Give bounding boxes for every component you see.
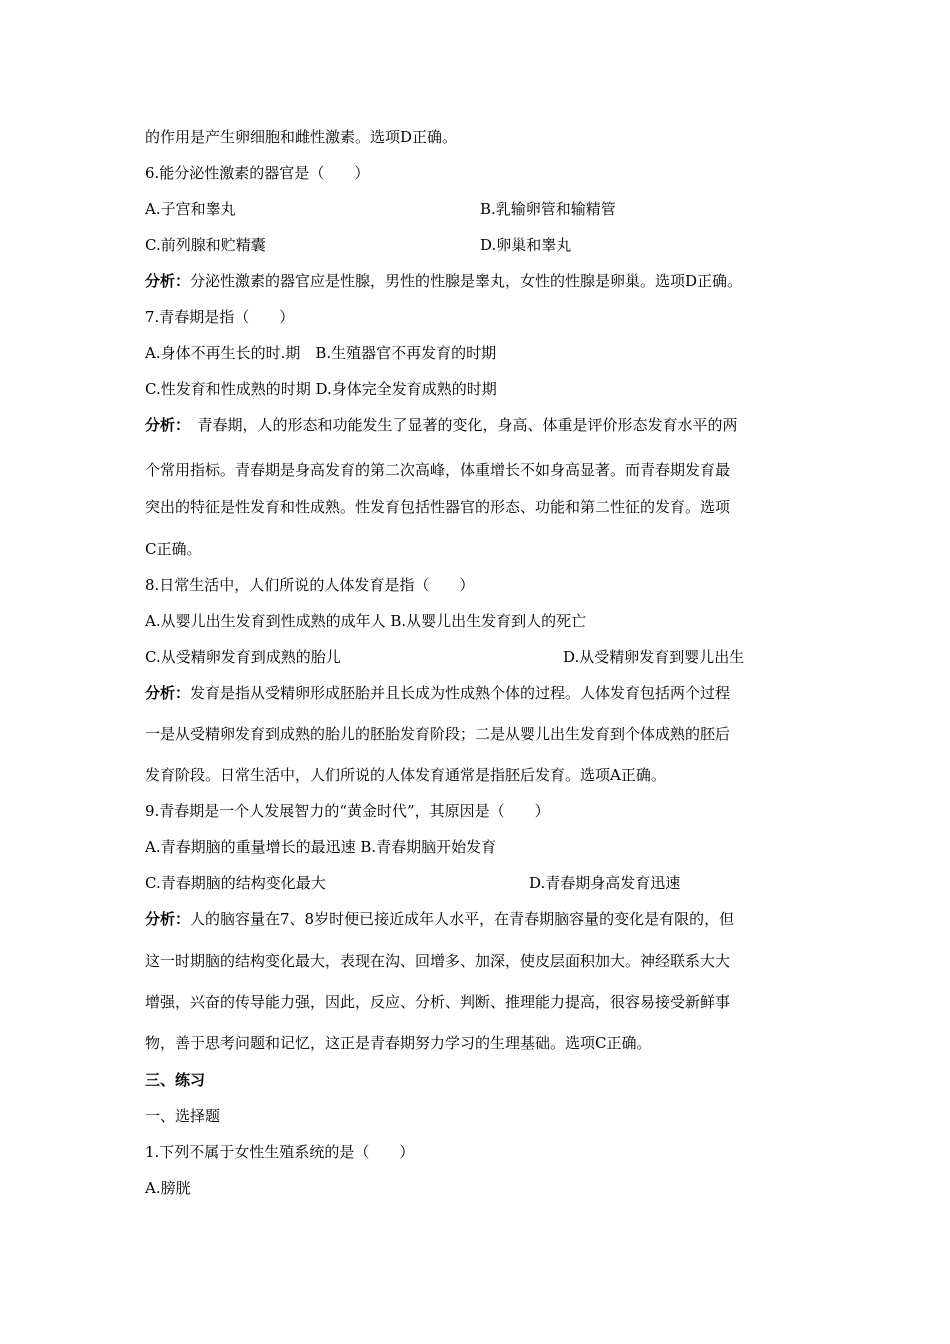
analysis-text: 发育是指从受精卵形成胚胎并且长成为性成熟个体的过程。人体发育包括两个过程 xyxy=(190,684,731,702)
analysis-text: 分泌性激素的器官应是性腺，男性的性腺是睾丸，女性的性腺是卵巢。选项D正确。 xyxy=(190,272,743,290)
question-8-options-ab: A.从婴儿出生发育到性成熟的成年人 B.从婴儿出生发育到人的死亡 xyxy=(145,612,587,630)
option-d: D.青春期身高发育迅速 xyxy=(529,874,681,892)
analysis-label: 分析： xyxy=(145,416,183,434)
option-d: D.卵巢和睾丸 xyxy=(480,236,572,254)
analysis-6 xyxy=(145,271,742,291)
analysis-text: 人的脑容量在7、8岁时便已接近成年人水平，在青春期脑容量的变化是有限的，但 xyxy=(190,910,735,928)
question-9-options-cd xyxy=(145,873,681,893)
question-6: 6.能分泌性激素的器官是（ ） xyxy=(145,164,370,182)
analysis-label: 分析： xyxy=(145,272,191,290)
analysis-label: 分析： xyxy=(145,910,191,928)
analysis-text: 青春期，人的形态和功能发生了显著的变化，身高、体重是评价形态发育水平的两 xyxy=(182,416,738,434)
option-a: A.膀胱 xyxy=(145,1179,191,1197)
text-line: 增强，兴奋的传导能力强，因此，反应、分析、判断、推理能力提高，很容易接受新鲜事 xyxy=(145,993,731,1011)
practice-question-1: 1.下列不属于女性生殖系统的是（ ） xyxy=(145,1143,415,1161)
text-line: C正确。 xyxy=(145,540,202,558)
question-9-options-ab: A.青春期脑的重量增长的最迅速 B.青春期脑开始发育 xyxy=(145,838,497,856)
question-6-options-ab xyxy=(145,199,616,219)
question-6-options-cd xyxy=(145,235,572,255)
question-7-options-ab: A.身体不再生长的时.期 B.生殖器官不再发育的时期 xyxy=(145,344,497,362)
option-a: A.子宫和睾丸 xyxy=(145,200,236,218)
section-heading: 三、练习 xyxy=(145,1071,206,1089)
subsection-heading: 一、选择题 xyxy=(145,1107,221,1125)
option-c: C.前列腺和贮精囊 xyxy=(145,236,266,254)
option-c: C.青春期脑的结构变化最大 xyxy=(145,874,326,892)
analysis-9 xyxy=(145,909,734,929)
question-8: 8.日常生活中，人们所说的人体发育是指（ ） xyxy=(145,576,475,594)
text-line: 突出的特征是性发育和性成熟。性发育包括性器官的形态、功能和第二性征的发育。选项 xyxy=(145,498,731,516)
option-d: D.从受精卵发育到婴儿出生 xyxy=(563,648,745,666)
question-7: 7.青春期是指（ ） xyxy=(145,308,295,326)
question-7-options-cd: C.性发育和性成熟的时期 D.身体完全发育成熟的时期 xyxy=(145,380,497,398)
text-line: 这一时期脑的结构变化最大，表现在沟、回增多、加深，使皮层面积加大。神经联系大大 xyxy=(145,952,731,970)
option-c: C.从受精卵发育到成熟的胎儿 xyxy=(145,648,341,666)
analysis-label: 分析： xyxy=(145,684,191,702)
analysis-8 xyxy=(145,683,730,703)
text-line: 一是从受精卵发育到成熟的胎儿的胚胎发育阶段；二是从婴儿出生发育到个体成熟的胚后 xyxy=(145,725,731,743)
text-line: 的作用是产生卵细胞和雌性激素。选项D正确。 xyxy=(145,128,458,146)
text-line: 个常用指标。青春期是身高发育的第二次高峰，体重增长不如身高显著。而青春期发育最 xyxy=(145,461,731,479)
option-b: B.乳输卵管和输精管 xyxy=(480,200,616,218)
text-line: 物，善于思考问题和记忆，这正是青春期努力学习的生理基础。选项C正确。 xyxy=(145,1034,652,1052)
question-9: 9.青春期是一个人发展智力的“黄金时代”，其原因是（ ） xyxy=(145,802,550,820)
analysis-7 xyxy=(145,415,738,435)
question-8-options-cd xyxy=(145,647,745,667)
text-line: 发育阶段。日常生活中，人们所说的人体发育通常是指胚后发育。选项A正确。 xyxy=(145,766,666,784)
